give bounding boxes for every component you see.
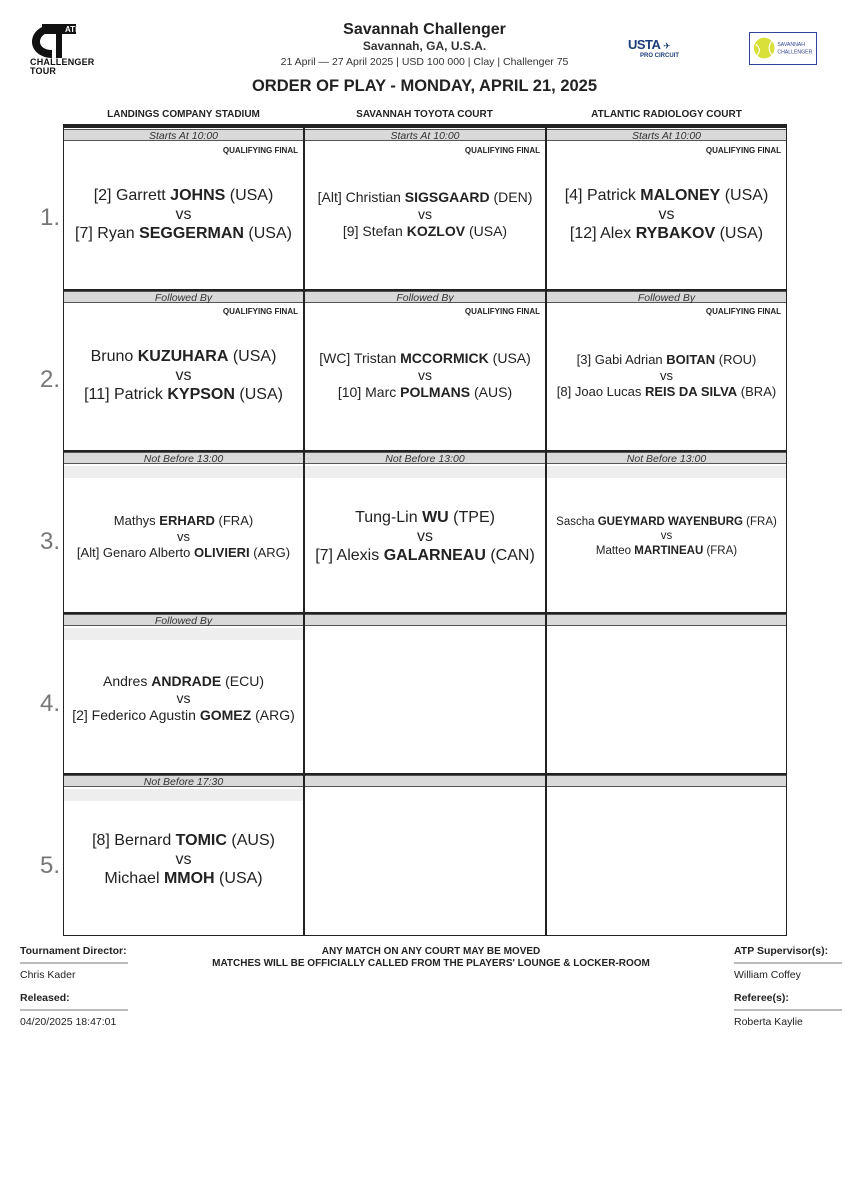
tournament-info: 21 April — 27 April 2025 | USD 100 000 | Clay | Challenger 75: [280, 56, 569, 68]
time-band-empty: [547, 775, 786, 787]
atp-text: ATP: [65, 25, 81, 34]
signature-line: [734, 962, 842, 964]
round-label: QUALIFYING FINAL: [464, 146, 540, 155]
player-2: Michael MMOH (USA): [104, 870, 263, 887]
player-2: [10] Marc POLMANS (AUS): [337, 384, 513, 400]
usta-text: USTA: [628, 37, 660, 52]
match-card: [64, 642, 303, 755]
player-2: [7] Alexis GALARNEAU (CAN): [315, 547, 535, 564]
round-label: QUALIFYING FINAL: [705, 146, 781, 155]
time-band: Followed By: [305, 291, 545, 303]
round-band: [64, 628, 303, 640]
round-band: [305, 466, 545, 478]
vs-label: vs: [175, 206, 192, 223]
row-number: 5.: [40, 852, 61, 879]
time-band: Not Before 13:00: [64, 452, 303, 464]
row-number: 1.: [40, 204, 61, 231]
vs-label: vs: [660, 530, 673, 543]
tournament-name: Savannah Challenger: [343, 21, 506, 38]
player-2: [Alt] Genaro Alberto OLIVIERI (ARG): [76, 544, 291, 560]
referee-name: Roberta Kaylie: [734, 1016, 803, 1028]
round-label: QUALIFYING FINAL: [222, 307, 298, 316]
tournament-location: Savannah, GA, U.S.A.: [362, 39, 487, 53]
time-band: Starts At 10:00: [305, 129, 545, 141]
player-2: [9] Stefan KOZLOV (USA): [342, 223, 508, 239]
order-of-play-title: ORDER OF PLAY - MONDAY, APRIL 21, 2025: [251, 77, 598, 95]
player-1: [3] Gabi Adrian BOITAN (ROU): [576, 351, 757, 367]
row-number: 4.: [40, 690, 61, 717]
round-label: QUALIFYING FINAL: [705, 307, 781, 316]
player-1: Tung-Lin WU (TPE): [355, 509, 495, 526]
usta-sub-text: PRO CIRCUIT: [640, 53, 679, 59]
svg-text:CHALLENGER: CHALLENGER: [777, 49, 813, 56]
round-label: QUALIFYING FINAL: [222, 146, 298, 155]
vs-label: vs: [175, 851, 192, 868]
row-number: 3.: [40, 528, 61, 555]
row-number: 2.: [40, 366, 61, 393]
court-header-3: ATLANTIC RADIOLOGY COURT: [591, 109, 742, 120]
time-band: Not Before 13:00: [547, 452, 786, 464]
player-2: [7] Ryan SEGGERMAN (USA): [75, 225, 292, 242]
referee-label: Referee(s):: [734, 992, 789, 1004]
director-label: Tournament Director:: [20, 945, 127, 957]
supervisor-name: William Coffey: [734, 969, 801, 981]
challenger-tour-label: CHALLENGER TOUR: [30, 57, 95, 76]
time-band: Followed By: [64, 291, 303, 303]
vs-label: vs: [418, 367, 432, 383]
player-1: [Alt] Christian SIGSGAARD (DEN): [317, 189, 533, 205]
vs-label: vs: [418, 206, 432, 222]
match-card: [547, 158, 786, 271]
vs-label: vs: [417, 528, 433, 545]
time-band: Not Before 17:30: [64, 775, 303, 787]
player-2: [8] Joao Lucas REIS DA SILVA (BRA): [556, 383, 777, 399]
match-card: [547, 480, 786, 593]
match-card: [64, 803, 303, 916]
time-band: Starts At 10:00: [547, 129, 786, 141]
match-card: [305, 319, 545, 432]
released-timestamp: 04/20/2025 18:47:01: [20, 1016, 117, 1028]
vs-label: vs: [177, 528, 190, 544]
usta-pro-circuit-logo: USTA ✈ PRO CIRCUIT: [628, 37, 698, 59]
player-2: [2] Federico Agustin GOMEZ (ARG): [72, 707, 295, 723]
signature-line: [20, 1009, 128, 1011]
player-1: [2] Garrett JOHNS (USA): [93, 187, 274, 204]
player-1: [8] Bernard TOMIC (AUS): [92, 832, 275, 849]
released-label: Released:: [20, 992, 70, 1004]
savannah-challenger-logo: [749, 32, 817, 65]
time-band: Not Before 13:00: [305, 452, 545, 464]
player-1: Andres ANDRADE (ECU): [102, 673, 265, 689]
round-band: [64, 789, 303, 801]
round-band: [547, 466, 786, 478]
notice-block: [0, 946, 849, 970]
vs-label: vs: [658, 206, 675, 223]
player-2: Matteo MARTINEAU (FRA): [595, 544, 738, 557]
player-1: Sascha GUEYMARD WAYENBURG (FRA): [556, 515, 777, 528]
player-1: Mathys ERHARD (FRA): [113, 512, 254, 528]
match-card: [547, 319, 786, 432]
title-block: [0, 20, 849, 70]
time-band: Followed By: [547, 291, 786, 303]
vs-label: vs: [660, 367, 673, 383]
court-header-1: LANDINGS COMPANY STADIUM: [107, 109, 260, 120]
time-band-empty: [305, 614, 545, 626]
notice-called: MATCHES WILL BE OFFICIALLY CALLED FROM THE PLAYERS' LOUNGE & LOCKER-ROOM: [212, 958, 650, 969]
court-header-2: SAVANNAH TOYOTA COURT: [356, 109, 493, 120]
player-2: [11] Patrick KYPSON (USA): [84, 386, 283, 403]
match-card: [64, 319, 303, 432]
player-1: [4] Patrick MALONEY (USA): [564, 187, 769, 204]
time-band: Followed By: [64, 614, 303, 626]
match-card: [64, 480, 303, 593]
director-name: Chris Kader: [20, 969, 76, 981]
svg-text:SAVANNAH: SAVANNAH: [777, 42, 805, 49]
player-1: [WC] Tristan MCCORMICK (USA): [319, 350, 531, 366]
time-band-empty: [305, 775, 545, 787]
notice-moved: ANY MATCH ON ANY COURT MAY BE MOVED: [321, 946, 541, 957]
player-2: [12] Alex RYBAKOV (USA): [569, 225, 764, 242]
vs-label: vs: [175, 367, 192, 384]
match-card: [305, 480, 545, 593]
supervisor-label: ATP Supervisor(s):: [734, 945, 829, 957]
time-band: Starts At 10:00: [64, 129, 303, 141]
match-card: [305, 158, 545, 271]
round-band: [64, 466, 303, 478]
vs-label: vs: [176, 690, 191, 706]
signature-line: [734, 1009, 842, 1011]
round-label: QUALIFYING FINAL: [464, 307, 540, 316]
player-1: Bruno KUZUHARA (USA): [90, 348, 277, 365]
match-card: [64, 158, 303, 271]
time-band-empty: [547, 614, 786, 626]
